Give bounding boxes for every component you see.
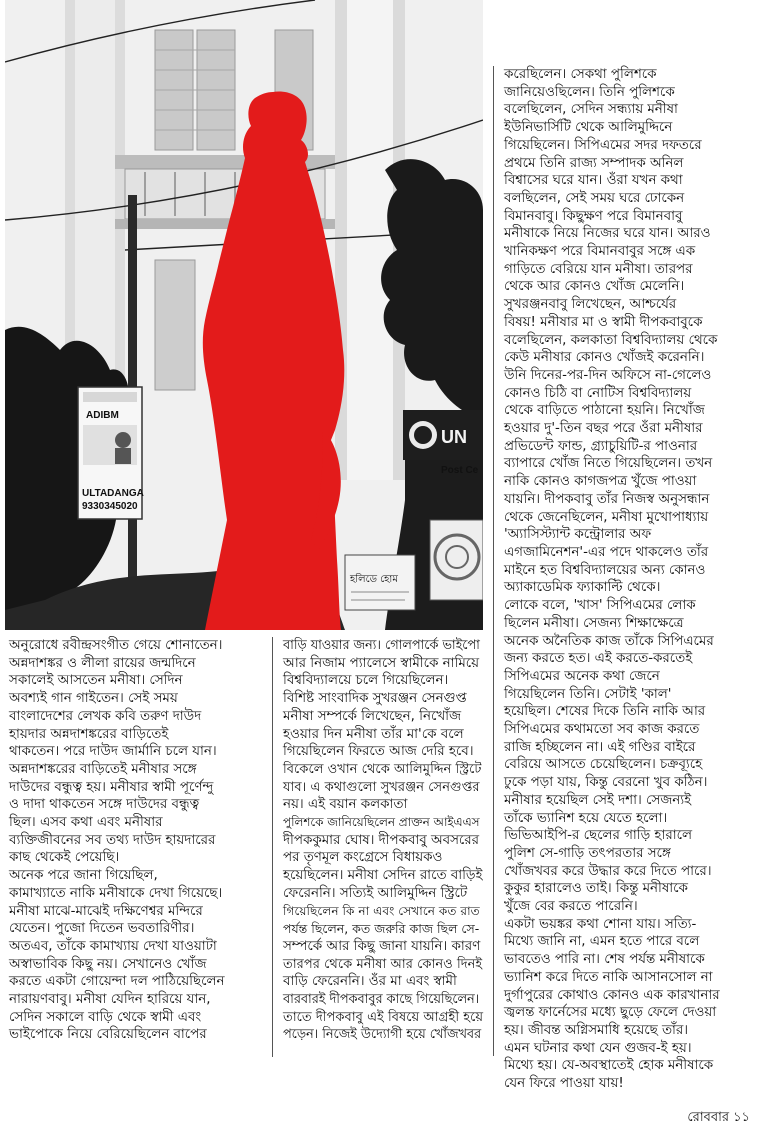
column-divider (272, 637, 273, 1057)
text-line: হওয়ার দিন মনীষা তাঁর মা'কে বলে (283, 726, 464, 742)
text-line: সকালেই আসতেন মনীষা। সেদিন (9, 673, 183, 689)
text-line: ঢুকে পড়া যায়, কিন্তু বেরনো খুব কঠিন। (504, 775, 708, 791)
text-line: হওয়ার দু'-তিন বছর পরে ওঁরা মনীষার (504, 421, 703, 437)
text-line: বিকেলে ওখান থেকে আলিমুদ্দিন স্ট্রিটে (283, 761, 482, 777)
text-line: দীপককুমার ঘোষ। দীপকবাবু অবসরের (283, 832, 480, 848)
text-line: অবশ্যই গান গাইতেন। সেই সময় (9, 691, 178, 707)
text-line: থাকতেন। পরে দাউদ জার্মানি চলে যান। (9, 744, 217, 760)
text-line: জ্বলন্ত ফার্নেসের মধ্যে ছুড়ে ফেলে দেওয়া (504, 1005, 717, 1021)
text-line: রাজি হচ্ছিলেন না। এই গণ্ডির বাইরে (504, 739, 696, 755)
sign-right-sub: Post Ce (441, 465, 479, 476)
text-line: জন্য করতে হত। এই করতে-করতেই (504, 651, 693, 667)
text-line: কুকুর হারালেও তাই। কিন্তু মনীষাকে (504, 881, 688, 897)
text-line: গিয়েছিলেন তিনি। সেটাই 'কাল' (504, 686, 672, 702)
text-line: কোনও চিঠি বা নোটিস বিশ্ববিদ্যালয় (504, 385, 692, 401)
page-folio: রোববার ১১ (687, 1110, 750, 1125)
column-divider (493, 66, 494, 1056)
text-line: গাড়িতে বেরিয়ে যান মনীষা। তারপর (504, 261, 693, 277)
text-line: গিয়েছিলেন কি না এবং সেখানে কত রাত (283, 903, 480, 918)
text-line: ব্যাপারে খোঁজ নিতে গিয়েছিলেন। তখন (504, 456, 713, 472)
text-line: খুঁজে বের করতে পারেনি। (504, 899, 638, 915)
text-column-2 (283, 637, 483, 1044)
text-line: অতএব, তাঁকে কামাখ্যায় দেখা যাওয়াটা (9, 938, 217, 954)
text-line: অন্নদাশঙ্করের বাড়িতেই মনীষার সঙ্গে (9, 761, 197, 777)
text-line: অ্যাকাডেমিক ফ্যাকাল্টি থেকে। (504, 580, 661, 596)
text-line: মনীষা সম্পর্কে লিখেছেন, নিখোঁজ (283, 708, 461, 724)
text-line: তারপর থেকে মনীষা আর কোনও দিনই (283, 956, 483, 972)
text-line: খোঁজখবর করে উদ্ধার করে দিতে পারে। (504, 863, 712, 879)
text-line: বলছিলেন, সেই সময় ঘরে ঢোকেন (504, 190, 685, 206)
text-line: ভিভিআইপি-র ছেলের গাড়ি হারালে (504, 828, 692, 844)
text-line: মিথ্যে জানি না, এমন হতে পারে বলে (504, 934, 700, 950)
text-line: ও দাদা থাকতেন সঙ্গে দাউদের বন্ধুত্ব (9, 797, 200, 813)
text-line: ভাবতেও পারি না। শেষ পর্যন্ত মনীষাকে (504, 952, 705, 968)
text-line: ব্যক্তিজীবনের সব তথ্য দাউদ হায়দারের (9, 832, 216, 848)
sign-hotel: হলিডে হোম (350, 574, 398, 585)
text-line: মনীষাকে নিয়ে নিজের ঘরে যান। আরও (504, 226, 711, 242)
text-line: সম্পর্কে আর কিছু জানা যায়নি। কারণ (283, 938, 481, 954)
text-line: তাঁকে ভ্যানিশ হয়ে যেতে হলো। (504, 810, 668, 826)
text-line: বিশ্বাসের ঘরে যান। ওঁরা যখন কথা (504, 173, 683, 189)
text-line: আর নিজাম প্যালেসে স্বামীকে নামিয়ে (283, 655, 480, 671)
text-line: বিমানবাবু। কিছুক্ষণ পরে বিমানবাবু (504, 208, 683, 224)
text-line: গিয়েছিলেন ফিরতে আজ দেরি হবে। (283, 744, 474, 760)
text-line: ছিল। এসব কথা এবং মনীষার (9, 815, 163, 831)
text-line: গিয়েছিলেন। সিপিএমের সদর দফতরে (504, 137, 702, 153)
text-line: লোকে বলে, 'খাস' সিপিএমের লোক (504, 598, 696, 614)
text-line: হয়। জীবন্ত অগ্নিসমাধি হয়েছে তাঁর। (504, 1022, 689, 1038)
text-line: ইউনিভার্সিটি থেকে আলিমুদ্দিনে (504, 120, 673, 136)
text-line: অন্নদাশঙ্কর ও লীলা রায়ের জন্মদিনে (9, 655, 196, 671)
text-line: অনেক অনৈতিক কাজ তাঁকে সিপিএমের (504, 633, 714, 649)
text-line: একটা ভয়ঙ্কর কথা শোনা যায়। সত্যি- (504, 916, 697, 932)
text-line: মাইনে হত বিশ্ববিদ্যালয়ের অন্য কোনও (504, 562, 706, 578)
text-line: নাকি কোনও কাগজপত্র খুঁজে পাওয়া (504, 474, 697, 490)
text-line: পুলিশকে জানিয়েছিলেন প্রাক্তন আইএএস (283, 815, 480, 830)
text-line: যায়নি। দীপকবাবু তাঁর নিজস্ব অনুসন্ধান (504, 491, 710, 507)
text-line: বলেছিলেন, কলকাতা বিশ্ববিদ্যালয় থেকে (504, 332, 718, 348)
sign-brand: ADIBM (86, 410, 119, 421)
text-line: ভাইপোকে নিয়ে বেরিয়েছিলেন বাপের (9, 1027, 207, 1043)
text-line: পর্যন্ত ছিলেন, কত জরুরি কাজ ছিল সে- (283, 921, 480, 937)
text-line: নয়। এই বয়ান কলকাতা (283, 797, 408, 813)
text-line: কামাখ্যাতে নাকি মনীষাকে দেখা গিয়েছে। (9, 885, 223, 901)
text-line: করতে একটা গোয়েন্দা দল পাঠিয়েছিলেন (9, 974, 225, 990)
text-line: মনীষার হয়েছিল সেই দশা। সেজন্যই (504, 792, 692, 808)
text-line: অনুরোধে রবীন্দ্রসংগীত গেয়ে শোনাতেন। (9, 638, 223, 653)
sign-phone: 9330345020 (82, 501, 138, 512)
text-line: ফেরেননি। সত্যিই আলিমুদ্দিন স্ট্রিটে (283, 885, 468, 901)
text-line: এমন ঘটনার কথা যেন গুজব-ই হয়। (504, 1040, 692, 1056)
text-line: বেরিয়ে আসতে চেয়েছিলেন। চক্রব্যূহে (504, 757, 703, 773)
text-line: পুলিশ সে-গাড়ি তৎপরতার সঙ্গে (504, 845, 671, 861)
text-line: খানিকক্ষণ পরে বিমানবাবুর সঙ্গে এক (504, 244, 696, 260)
text-line: দাউদের বন্ধুত্ব হয়। মনীষার স্বামী পূর্ণেন্দু (9, 779, 214, 795)
text-line: সুখরঞ্জনবাবু লিখেছেন, আশ্চর্যের (504, 297, 677, 313)
text-line: অনেক পরে জানা গিয়েছিল, (9, 868, 158, 884)
text-line: থেকে জেনেছিলেন, মনীষা মুখোপাধ্যায় (504, 509, 709, 525)
text-line: দুর্গাপুরের কোথাও কোনও এক কারখানার (504, 987, 720, 1003)
text-line: থেকে আর কোনও খোঁজ মেলেনি। (504, 279, 685, 295)
text-column-3 (504, 66, 766, 1093)
text-line: যেন ফিরে পাওয়া যায়! (504, 1076, 624, 1092)
text-line: জানিয়েওছিলেন। তিনি পুলিশকে (504, 84, 675, 100)
text-column-1 (9, 637, 264, 1044)
text-line: প্রভিডেন্ট ফান্ড, গ্র্যাচুয়িটি-র পাওনার (504, 438, 698, 454)
text-line: ছিলেন মনীষা। সেজন্য শিক্ষাক্ষেত্রে (504, 615, 684, 631)
sign-place: ULTADANGA (82, 488, 144, 499)
text-line: বিষয়! মনীষার মা ও স্বামী দীপকবাবুকে (504, 314, 703, 330)
text-line: কাছ থেকেই পেয়েছি। (9, 850, 120, 866)
text-line: সিপিএমের অনেক কথা জেনে (504, 668, 660, 684)
text-line: বাংলাদেশের লেখক কবি তরুণ দাউদ (9, 708, 202, 724)
text-line: হয়েছিল। শেষের দিকে তিনি নাকি আর (504, 704, 706, 720)
text-line: তাতে দীপকবাবু এই বিষয়ে আগ্রহী হয়ে (283, 1009, 484, 1025)
text-line: পড়েন। নিজেই উদ্যোগী হয়ে খোঁজখবর (283, 1027, 482, 1043)
text-line: বিশিষ্ট সাংবাদিক সুখরঞ্জন সেনগুপ্ত (283, 691, 467, 707)
text-line: থেকে বাড়িতে পাঠানো হয়নি। নিখোঁজ (504, 403, 705, 419)
text-line: উনি দিনের-পর-দিন অফিসে না-গেলেও (504, 367, 712, 383)
text-line: যাব। এ কথাগুলো সুখরঞ্জন সেনগুপ্তর (283, 779, 480, 795)
text-line: বারবারই দীপকবাবুর কাছে গিয়েছিলেন। (283, 992, 480, 1008)
text-line: পর তৃণমূল কংগ্রেসে বিধায়কও (283, 850, 443, 866)
text-line: যেতেন। পুজো দিতেন ভবতারিণীর। (9, 921, 195, 937)
text-line: বিশ্ববিদ্যালয়ে চলে গিয়েছিলেন। (283, 673, 449, 689)
text-line: সেদিন সকালে বাড়ি থেকে স্বামী এবং (9, 1009, 202, 1025)
text-line: এগজামিনেশন'-এর পদে থাকলেও তাঁর (504, 544, 709, 560)
text-line: বাড়ি যাওয়ার জন্য। গোলপার্কে ভাইপো (283, 638, 480, 653)
text-line: কেউ মনীষার কোনও খোঁজই করেননি। (504, 350, 705, 366)
street-photo (5, 0, 483, 630)
sign-right: UN (441, 427, 467, 447)
text-line: বলেছিলেন, সেদিন সন্ধ্যায় মনীষা (504, 102, 678, 118)
text-line: হায়দার অন্নদাশঙ্করের বাড়িতেই (9, 726, 169, 742)
text-line: 'অ্যাসিস্ট্যান্ট কন্ট্রোলার অফ (504, 527, 652, 543)
text-line: বাড়ি ফেরেননি। ওঁর মা এবং স্বামী (283, 974, 457, 990)
text-line: মনীষা মাঝে-মাঝেই দক্ষিণেশ্বর মন্দিরে (9, 903, 203, 919)
text-line: নারায়ণবাবু। মনীষা যেদিন হারিয়ে যান, (9, 992, 211, 1008)
text-line: করেছিলেন। সেকথা পুলিশকে (504, 67, 657, 82)
text-line: সিপিএমের কথামতো সব কাজ করতে (504, 722, 700, 738)
text-line: হয়েছিলেন। মনীষা সেদিন রাতে বাড়িই (283, 868, 483, 884)
text-line: প্রথমে তিনি রাজ্য সম্পাদক অনিল (504, 155, 684, 171)
text-line: মিথ্যে হয়। যে-অবস্থাতেই হোক মনীষাকে (504, 1058, 714, 1074)
text-line: ভ্যানিশ করে দিতে নাকি আসানসোল না (504, 969, 713, 985)
text-line: অস্বাভাবিক কিছু নয়। সেখানেও খোঁজ (9, 956, 207, 972)
